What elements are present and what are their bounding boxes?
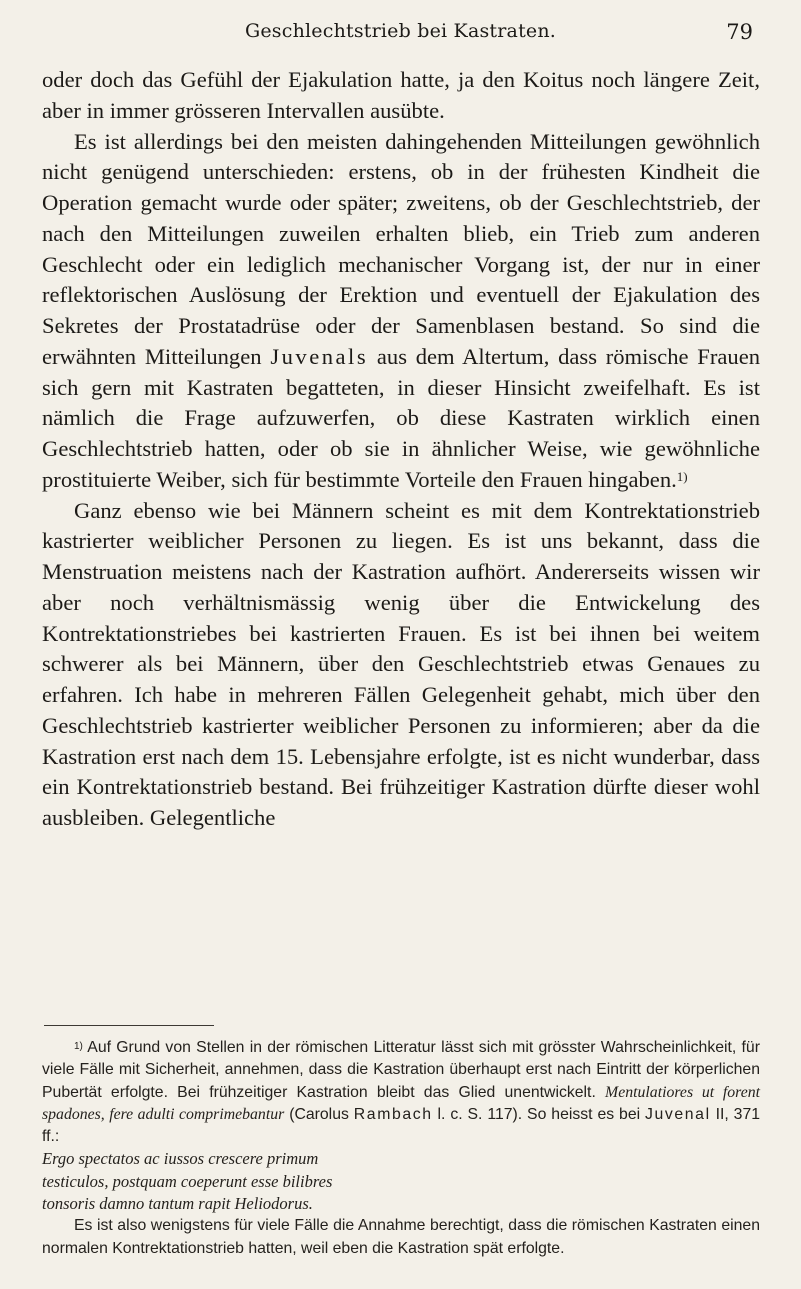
author-name-juvenal-note: Juvenal (645, 1105, 711, 1123)
footnote (42, 1037, 760, 1260)
footnote-text-d: II, 371 ff.: (42, 1105, 761, 1146)
author-name-rambach: Rambach (353, 1105, 433, 1123)
main-text (42, 65, 760, 834)
paragraph-3: Ganz ebenso wie bei Männern scheint es mit dem Kontrektationstrieb kastrierter weiblicher Personen zu liegen. Es ist uns bekannt, dass die Menstruation meistens nach der Kastration aufhört. Andererseits wissen wir aber noch verhältnismässig wenig über die Entwickelung des Kontrektationstriebes bei kastrierten Frauen. Es ist bei ihnen bei weitem schwerer als bei Männern, über den Geschlechtstrieb etwas Genaues zu erfahren. Ich habe in mehreren Fällen Gelegenheit gehabt, mich über den Geschlechtstrieb kastrierter weiblicher Personen zu informieren; aber da die Kastration erst nach dem 15. Lebensjahre erfolgte, ist es nicht wunderbar, dass ein Kontrektationstrieb bestand. Bei frühzeitiger Kastration dürfte dieser wohl ausbleiben. Gelegentliche (42, 497, 760, 830)
running-head: Geschlechtstrieb bei Kastraten. (244, 20, 557, 42)
footnote-text-a: Auf Grund von Stellen in der römischen Litteratur lässt sich mit grösster Wahrscheinlichkeit, für viele Fälle mit Sicherheit, annehmen, dass die Kastration überhaupt erst nach Eintritt der körperlichen Pubertät erfolgte. Bei frühzeitiger Kastration bleibt das Glied unentwickelt. (42, 1039, 760, 1101)
paragraph-2-rest: aus dem Altertum, dass römische Frauen sich gern mit Kastraten begatteten, in dieser Hinsicht zweifelhaft. Es ist nämlich die Frage aufzuwerfen, ob diese Kastraten wirklich einen Geschlechtstrieb hatten, oder ob sie in ähnlicher Weise, wie gewöhnliche prostituierte Weiber, sich für bestimmte Vorteile den Frauen hingaben. (42, 343, 761, 492)
footnote-divider (44, 1025, 214, 1026)
verse-line-1: Ergo spectatos ac iussos crescere primum (42, 1149, 319, 1169)
footnote-mark: 1) (74, 1041, 83, 1052)
paragraph-2 (42, 127, 760, 496)
footnote-text-b: (Carolus (289, 1105, 349, 1123)
footnote-reference[interactable]: 1) (676, 468, 688, 484)
page-header (0, 20, 801, 46)
footnote-paragraph (42, 1037, 760, 1148)
verse-line-2: testiculos, postquam coeperunt esse bilibres (42, 1171, 333, 1191)
footnote-text-c: l. c. S. 117). So heisst es bei (437, 1105, 641, 1123)
footnote-latin-quote: Mentulatiores ut forent spadones, fere adulti comprimebantur (42, 1083, 761, 1123)
footnote-closing: Es ist also wenigstens für viele Fälle die Annahme berechtigt, dass die römischen Kastraten einen normalen Kontrektationstrieb hatten, weil eben die Kastration spät erfolgte. (42, 1217, 760, 1257)
page-number: 79 (726, 20, 753, 44)
verse-line-3: tonsoris damno tantum rapit Heliodorus. (42, 1194, 313, 1214)
author-name-juvenal: Juvenals (270, 343, 369, 369)
paragraph-2-text: Es ist allerdings bei den meisten dahingehenden Mitteilungen gewöhnlich nicht genügend unterschieden: erstens, ob in der frühesten Kindheit die Operation gemacht wurde oder später; zweitens, ob der Geschlechtstrieb, der nach den Mitteilungen zuweilen erhalten blieb, ein Trieb zum anderen Geschlecht oder ein lediglich mechanischer Vorgang ist, der nur in einer reflektorischen Auslösung der Erektion und eventuell der Ejakulation des Sekretes der Prostatadrüse oder der Samenblasen bestand. So sind die erwähnten Mitteilungen (42, 128, 760, 369)
paragraph-1: oder doch das Gefühl der Ejakulation hatte, ja den Koitus noch längere Zeit, aber in immer grösseren Intervallen ausübte. (42, 67, 760, 123)
